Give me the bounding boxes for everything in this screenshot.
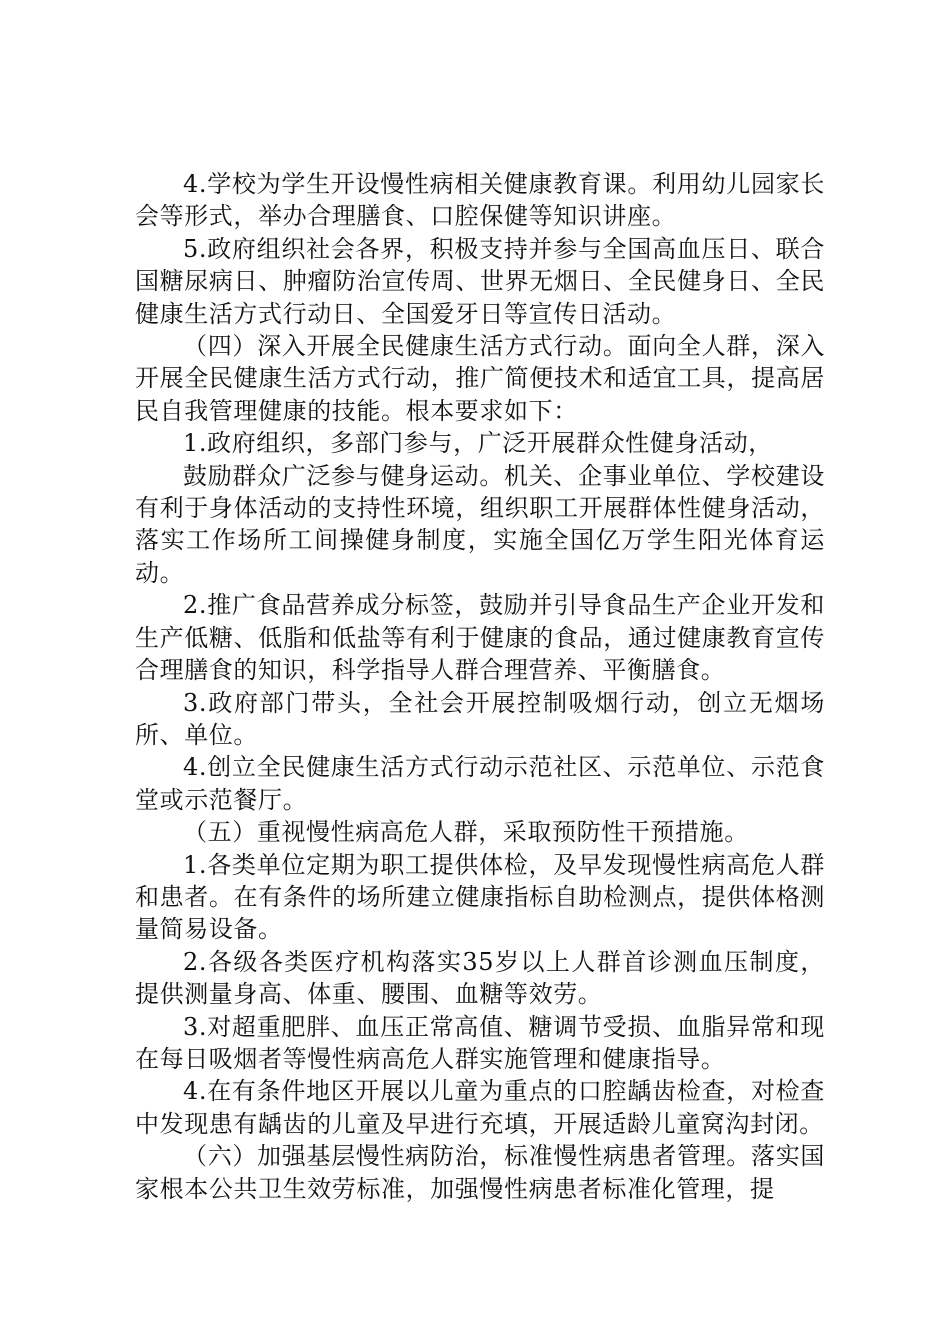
paragraph-demonstration-sites: 4.创立全民健康生活方式行动示范社区、示范单位、示范食堂或示范餐厅。 xyxy=(135,753,825,814)
paragraph-awareness-days: 5.政府组织社会各界，积极支持并参与全国高血压日、联合国糖尿病日、肿瘤防治宣传周、世界无烟日、全民健身日、全民健康生活方式行动日、全国爱牙日等宣传日活动。 xyxy=(135,234,825,328)
document-body xyxy=(135,168,825,1205)
section-heading-5-high-risk: （五）重视慢性病高危人群，采取预防性干预措施。 xyxy=(183,818,749,847)
paragraph-school-education: 4.学校为学生开设慢性病相关健康教育课。利用幼儿园家长会等形式，举办合理膳食、口腔保健等知识讲座。 xyxy=(135,170,825,231)
paragraph-dental-caries: 4.在有条件地区开展以儿童为重点的口腔龋齿检查，对检查中发现患有龋齿的儿童及早进行充填，开展适龄儿童窝沟封闭。 xyxy=(135,1077,825,1138)
paragraph-tobacco-control: 3.政府部门带头，全社会开展控制吸烟行动，创立无烟场所、单位。 xyxy=(135,688,825,749)
paragraph-nutrition-labels: 2.推广食品营养成分标签，鼓励并引导食品生产企业开发和生产低糖、低脂和低盐等有利于健康的食品，通过健康教育宣传合理膳食的知识，科学指导人群合理营养、平衡膳食。 xyxy=(135,591,825,685)
section-heading-6-primary-care: （六）加强基层慢性病防治，标准慢性病患者管理。落实国家根本公共卫生效劳标准，加强慢性病患者标准化管理，提 xyxy=(135,1142,825,1203)
paragraph-fitness-activities: 1.政府组织，多部门参与，广泛开展群众性健身活动， xyxy=(183,429,773,458)
paragraph-high-risk-management: 3.对超重肥胖、血压正常高值、糖调节受损、血脂异常和现在每日吸烟者等慢性病高危人群实施管理和健康指导。 xyxy=(135,1012,825,1073)
paragraph-health-checkups: 1.各类单位定期为职工提供体检，及早发现慢性病高危人群和患者。在有条件的场所建立健康指标自助检测点，提供体格测量简易设备。 xyxy=(135,850,825,944)
section-heading-4-lifestyle-action: （四）深入开展全民健康生活方式行动。面向全人群，深入开展全民健康生活方式行动，推广简便技术和适宜工具，提高居民自我管理健康的技能。根本要求如下： xyxy=(135,332,825,425)
paragraph-encourage-exercise: 鼓励群众广泛参与健身运动。机关、企事业单位、学校建设有利于身体活动的支持性环境，组织职工开展群体性健身活动，落实工作场所工间操健身制度，实施全国亿万学生阳光体育运动。 xyxy=(135,461,825,587)
paragraph-blood-pressure: 2.各级各类医疗机构落实35岁以上人群首诊测血压制度，提供测量身高、体重、腰围、血糖等效劳。 xyxy=(135,947,825,1009)
